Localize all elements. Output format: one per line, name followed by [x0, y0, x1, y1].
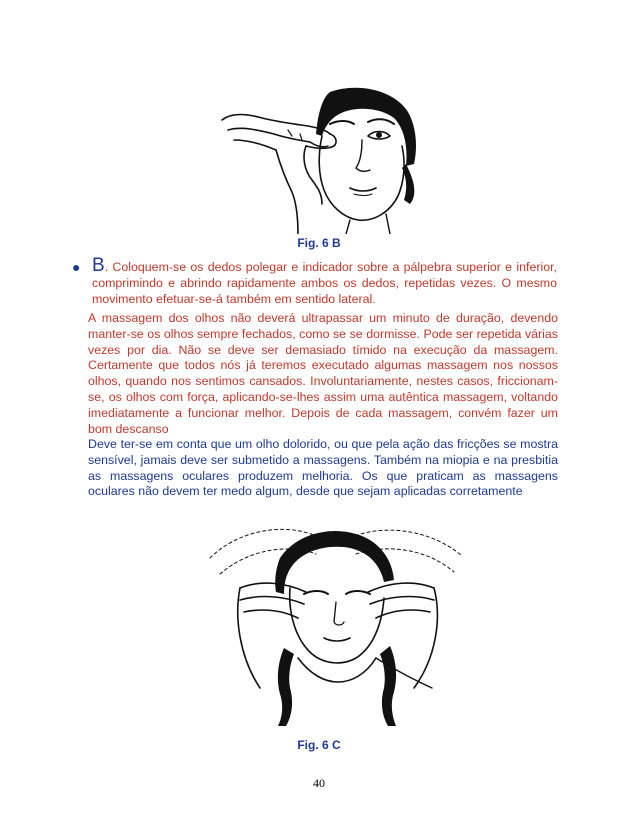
figure-6c-illustration — [200, 518, 470, 728]
bullet-item — [72, 255, 557, 308]
bullet-marker: ● — [72, 259, 81, 275]
paragraph-massage-duration: A massagem dos olhos não deverá ultrapassar um minuto de duração, devendo manter-se os olhos sempre fechados, como se se dormisse. Pode ser repetida várias vezes por dia. Não se deve ser demasiado tímido na execução da massagem. Certamente que todos nós já teremos executado algumas massagem nos nossos olhos, quando nos sentimos cansados. Involuntariamente, nestes casos, friccionam-se, os olhos com força, aplicando-se-lhes assim uma autêntica massagem, voltando imediatamente a funcionar melhor. Depois de cada massagem, convém fazer um bom descanso — [88, 311, 558, 436]
paragraph-precautions: Deve ter-se em conta que um olho dolorido, ou que pela ação das fricções se mostra sensível, jamais deve ser submetido a massagens. Também na miopia e na presbitia as massagens oculares produzem melhoria. Os que praticam as massagens oculares não devem ter medo algum, desde que sejam aplicadas corretamente — [88, 437, 558, 499]
page-number: 40 — [313, 776, 325, 790]
figure-caption-6b: Fig. 6 B — [297, 236, 341, 250]
figure-6b-illustration — [218, 84, 442, 234]
bullet-letter: B — [92, 255, 105, 276]
figure-caption-6c: Fig. 6 C — [297, 738, 341, 752]
bullet-text: . Coloquem-se os dedos polegar e indicador sobre a pálpebra superior e inferior, comprimindo e abrindo rapidamente ambos os dedos, repetidas vezes. O mesmo movimento efetuar-se-á também em sentido lateral. — [92, 260, 557, 307]
